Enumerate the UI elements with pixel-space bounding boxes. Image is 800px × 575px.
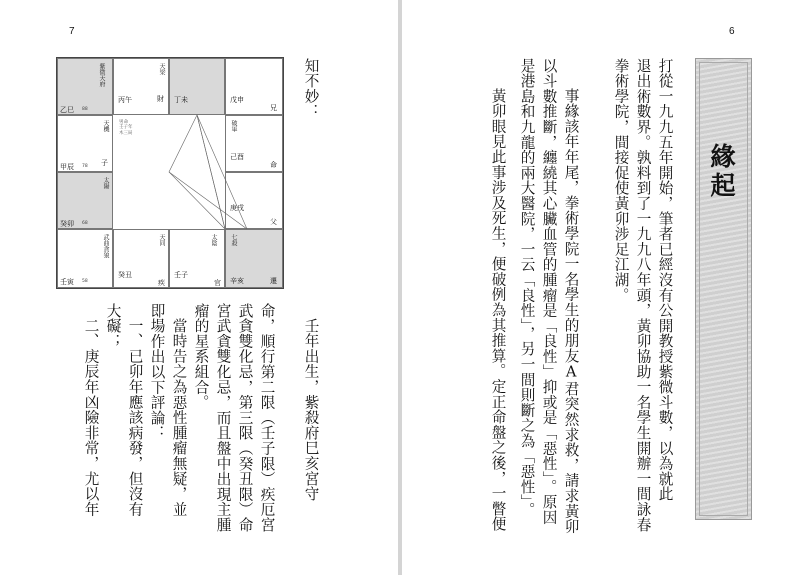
page-number-right: 6 bbox=[729, 26, 735, 37]
chart-cell-name: 乙巳 bbox=[60, 106, 74, 114]
right-col: 事緣該年年尾，拳術學院一名學生的朋友A君突然求救，請求黃卯 bbox=[562, 88, 580, 535]
right-col: 是港島和九龍的兩大醫院，一云「良性」，另一間則斷之為「惡性」。 bbox=[518, 58, 536, 518]
birth-chart bbox=[56, 57, 284, 289]
chart-center-line: 男命 bbox=[119, 120, 128, 125]
chart-cell-name: 丁未 bbox=[174, 96, 188, 104]
right-col: 打從一九九五年開始，筆者已經沒有公開教授紫微斗數，以為就此 bbox=[656, 58, 674, 502]
left-col: 瘤的星系組合。 bbox=[192, 303, 210, 411]
right-col: 退出術數界。孰料到了一九九八年頭，黃卯協助一名學生開辦一間詠春 bbox=[634, 58, 652, 533]
chart-cell-name: 壬子 bbox=[174, 271, 188, 279]
left-col: 命，順行第二限（壬子限）疾厄宮 bbox=[258, 303, 276, 533]
left-col: 武貪雙化忌，第三限（癸丑限）命 bbox=[236, 303, 254, 533]
palace-label: 父 bbox=[270, 218, 277, 226]
chart-cell-name: 丙午 bbox=[118, 96, 132, 104]
chart-cell-num: 58 bbox=[82, 279, 88, 284]
chart-cell-name: 甲辰 bbox=[60, 163, 74, 171]
chart-cell-name: 癸丑 bbox=[118, 271, 132, 279]
left-col: 壬年出生，紫殺府巳亥宮守 bbox=[302, 318, 320, 502]
chart-cell-stars: 太陰 bbox=[210, 234, 217, 246]
palace-label: 子 bbox=[101, 159, 108, 167]
chapter-title-frame bbox=[699, 62, 748, 516]
palace-label: 財 bbox=[157, 95, 164, 103]
chart-cell-name: 壬寅 bbox=[60, 278, 74, 286]
chart-triangle-lines bbox=[57, 58, 283, 288]
chart-cell-num: 78 bbox=[82, 164, 88, 169]
chart-cell-name: 辛亥 bbox=[230, 277, 244, 285]
chart-cell-stars: 天同 bbox=[158, 234, 165, 246]
chart-cell-name: 癸卯 bbox=[60, 220, 74, 228]
chart-cell-num: 68 bbox=[82, 221, 88, 226]
chart-cell-stars: 太陽 bbox=[102, 177, 109, 189]
chart-cell-stars: 天機 bbox=[102, 120, 109, 132]
right-col: 拳術學院，間接促使黃卯涉足江湖。 bbox=[612, 58, 630, 303]
chart-cell-stars: 紫微天府 bbox=[98, 63, 105, 87]
palace-label: 兄 bbox=[270, 104, 277, 112]
palace-label: 命 bbox=[270, 161, 277, 169]
left-col: 一、已卯年應該病發，但沒有 bbox=[126, 318, 144, 517]
left-col: 當時告之為惡性腫瘤無疑，並 bbox=[170, 318, 188, 517]
left-col: 宮武貪雙化忌，而且盤中出現主腫 bbox=[214, 303, 232, 533]
left-col: 即場作出以下評論： bbox=[148, 303, 166, 441]
chapter-title: 緣起 bbox=[707, 143, 736, 201]
chart-cell-name: 庚戌 bbox=[230, 204, 244, 212]
chart-cell-stars: 七殺 bbox=[230, 234, 237, 246]
right-col: 以斗數推斷，纏繞其心臟血管的腫瘤是「良性」抑或是「惡性」。原因 bbox=[540, 58, 558, 525]
palace-label: 官 bbox=[214, 279, 221, 287]
chart-cell-num: 88 bbox=[82, 107, 88, 112]
palace-label: 疾 bbox=[158, 279, 165, 287]
chart-cell-name: 己酉 bbox=[230, 153, 244, 161]
chart-center-line: 壬子年 bbox=[119, 125, 133, 131]
chapter-title-box bbox=[695, 58, 752, 520]
page-number-left: 7 bbox=[69, 26, 75, 37]
chart-cell-stars: 天梁 bbox=[158, 63, 165, 75]
left-col: 大礙； bbox=[104, 303, 122, 349]
left-col: 二、庚辰年凶險非常，尤以年 bbox=[82, 318, 100, 517]
chart-cell-stars: 武曲貪狼 bbox=[102, 234, 109, 258]
chart-cell-name: 戊申 bbox=[230, 96, 244, 104]
chart-center-line: 木三局 bbox=[119, 130, 133, 136]
palace-label: 遷 bbox=[270, 277, 277, 285]
left-heading: 知不妙： bbox=[302, 58, 320, 120]
right-col: 黃卯眼見此事涉及死生，便破例為其推算。定正命盤之後，一瞥便 bbox=[489, 88, 507, 532]
chart-cell-stars: 破軍 bbox=[230, 120, 237, 132]
left-page bbox=[0, 0, 398, 575]
